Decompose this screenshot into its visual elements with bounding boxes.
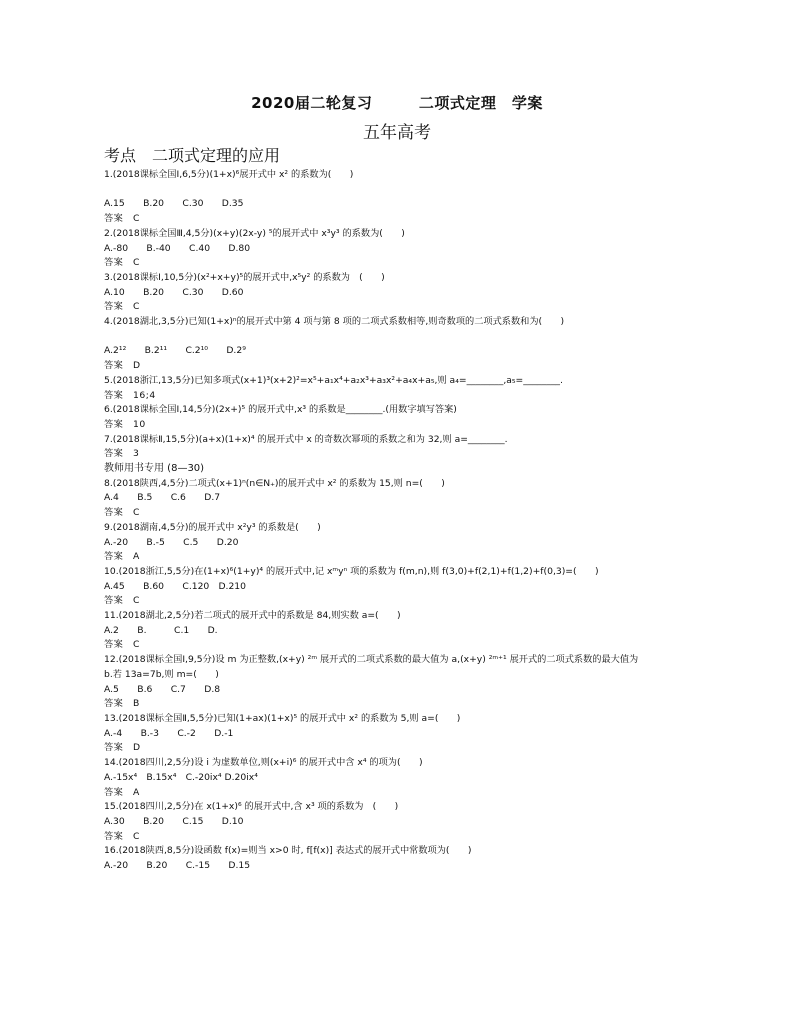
options-text: A.45 B.60 C.120 D.210 xyxy=(104,580,246,592)
page-title: 2020届二轮复习 二项式定理 学案 xyxy=(251,94,543,112)
question-text: 15.(2018四川,2,5分)在 x(1+x)⁶ 的展开式中,含 x³ 项的系数为 ( ) xyxy=(104,801,399,813)
answer-text: 答案 D xyxy=(104,360,141,372)
question-text: 5.(2018浙江,13,5分)已知多项式(x+1)³(x+2)²=x⁵+a₁x⁴+a₂x³+a₃x²+a₄x+a₅,则 a₄=________,a₅=________. xyxy=(104,374,563,386)
question-text-continued: b.若 13a=7b,则 m=( ) xyxy=(104,668,219,680)
answer-text: 答案 C xyxy=(104,507,140,519)
problem-list xyxy=(104,168,704,874)
problem-1 xyxy=(104,168,704,227)
problem-12 xyxy=(104,653,704,712)
question-text: 11.(2018湖北,2,5分)若二项式的展开式中的系数是 84,则实数 a=( ) xyxy=(104,610,401,622)
question-text: 9.(2018湖南,4,5分)的展开式中 x²y³ 的系数是( ) xyxy=(104,521,321,533)
options-text: A.4 B.5 C.6 D.7 xyxy=(104,492,221,504)
problem-3 xyxy=(104,271,704,315)
blank-space xyxy=(104,183,704,198)
options-text: A.-80 B.-40 C.40 D.80 xyxy=(104,242,251,254)
question-text: 8.(2018陕西,4,5分)二项式(x+1)ⁿ(n∈N₊)的展开式中 x² 的系数为 15,则 n=( ) xyxy=(104,477,445,489)
options-text: A.-20 B.-5 C.5 D.20 xyxy=(104,536,239,548)
question-text: 3.(2018课标Ⅰ,10,5分)(x²+x+y)⁵的展开式中,x⁵y² 的系数为 ( ) xyxy=(104,271,385,283)
question-text: 6.(2018课标全国Ⅰ,14,5分)(2x+)⁵ 的展开式中,x³ 的系数是________.(用数字填写答案) xyxy=(104,404,457,416)
options-text: A.2¹² B.2¹¹ C.2¹⁰ D.2⁹ xyxy=(104,345,246,357)
problem-2 xyxy=(104,227,704,271)
options-text: A.5 B.6 C.7 D.8 xyxy=(104,683,221,695)
answer-text: 答案 D xyxy=(104,742,141,754)
question-text: 10.(2018浙江,5,5分)在(1+x)⁶(1+y)⁴ 的展开式中,记 xᵐyⁿ 项的系数为 f(m,n),则 f(3,0)+f(2,1)+f(1,2)+f(0,3)=( ) xyxy=(104,565,599,577)
problem-4 xyxy=(104,315,704,374)
blank-space xyxy=(104,330,704,345)
answer-text: 答案 10 xyxy=(104,418,146,430)
options-text: A.-4 B.-3 C.-2 D.-1 xyxy=(104,727,234,739)
problem-7 xyxy=(104,433,704,462)
options-text: A.30 B.20 C.15 D.10 xyxy=(104,815,244,827)
section-heading: 考点 二项式定理的应用 xyxy=(104,146,281,165)
page-subtitle: 五年高考 xyxy=(363,123,431,143)
problem-10 xyxy=(104,565,704,609)
problem-6 xyxy=(104,403,704,432)
question-text: 7.(2018课标Ⅱ,15,5分)(a+x)(1+x)⁴ 的展开式中 x 的奇数次幂项的系数之和为 32,则 a=________. xyxy=(104,433,508,445)
answer-text: 答案 C xyxy=(104,830,140,842)
question-text: 16.(2018陕西,8,5分)设函数 f(x)=则当 x>0 时, f[f(x)] 表达式的展开式中常数项为( ) xyxy=(104,845,472,857)
options-text: A.10 B.20 C.30 D.60 xyxy=(104,286,244,298)
options-text: A.2 B. C.1 D. xyxy=(104,624,218,636)
options-text: A.-15x⁴ B.15x⁴ C.-20ix⁴ D.20ix⁴ xyxy=(104,771,258,783)
answer-text: 答案 3 xyxy=(104,448,140,460)
problem-14 xyxy=(104,756,704,800)
question-text: 13.(2018课标全国Ⅱ,5,5分)已知(1+ax)(1+x)⁵ 的展开式中 x² 的系数为 5,则 a=( ) xyxy=(104,712,461,724)
answer-text: 答案 A xyxy=(104,786,140,798)
question-text: 1.(2018课标全国Ⅰ,6,5分)(1+x)⁶展开式中 x² 的系数为( ) xyxy=(104,169,354,180)
answer-text: 答案 A xyxy=(104,551,140,563)
problem-9 xyxy=(104,521,704,565)
problem-8 xyxy=(104,477,704,521)
problem-15 xyxy=(104,800,704,844)
problem-5 xyxy=(104,374,704,403)
problem-11 xyxy=(104,609,704,653)
problem-16 xyxy=(104,844,704,873)
question-text: 12.(2018课标全国Ⅰ,9,5分)设 m 为正整数,(x+y) ²ᵐ 展开式的二项式系数的最大值为 a,(x+y) ²ᵐ⁺¹ 展开式的二项式系数的最大值为 xyxy=(104,654,639,666)
answer-text: 答案 C xyxy=(104,301,140,313)
question-text: 2.(2018课标全国Ⅲ,4,5分)(x+y)(2x-y) ⁵的展开式中 x³y³ 的系数为( ) xyxy=(104,227,405,239)
options-text: A.-20 B.20 C.-15 D.15 xyxy=(104,860,251,872)
problem-13 xyxy=(104,712,704,756)
answer-text: 答案 C xyxy=(104,213,140,225)
answer-text: 答案 16;4 xyxy=(104,389,156,401)
options-text: A.15 B.20 C.30 D.35 xyxy=(104,198,244,210)
question-text: 14.(2018四川,2,5分)设 i 为虚数单位,则(x+i)⁶ 的展开式中含 x⁴ 的项为( ) xyxy=(104,757,423,769)
answer-text: 答案 C xyxy=(104,639,140,651)
question-text: 4.(2018湖北,3,5分)已知(1+x)ⁿ的展开式中第 4 项与第 8 项的二项式系数相等,则奇数项的二项式系数和为( ) xyxy=(104,316,565,328)
answer-text: 答案 B xyxy=(104,698,140,710)
answer-text: 答案 C xyxy=(104,595,140,607)
teacher-section-label: 教师用书专用 (8—30) xyxy=(104,463,205,475)
answer-text: 答案 C xyxy=(104,257,140,269)
